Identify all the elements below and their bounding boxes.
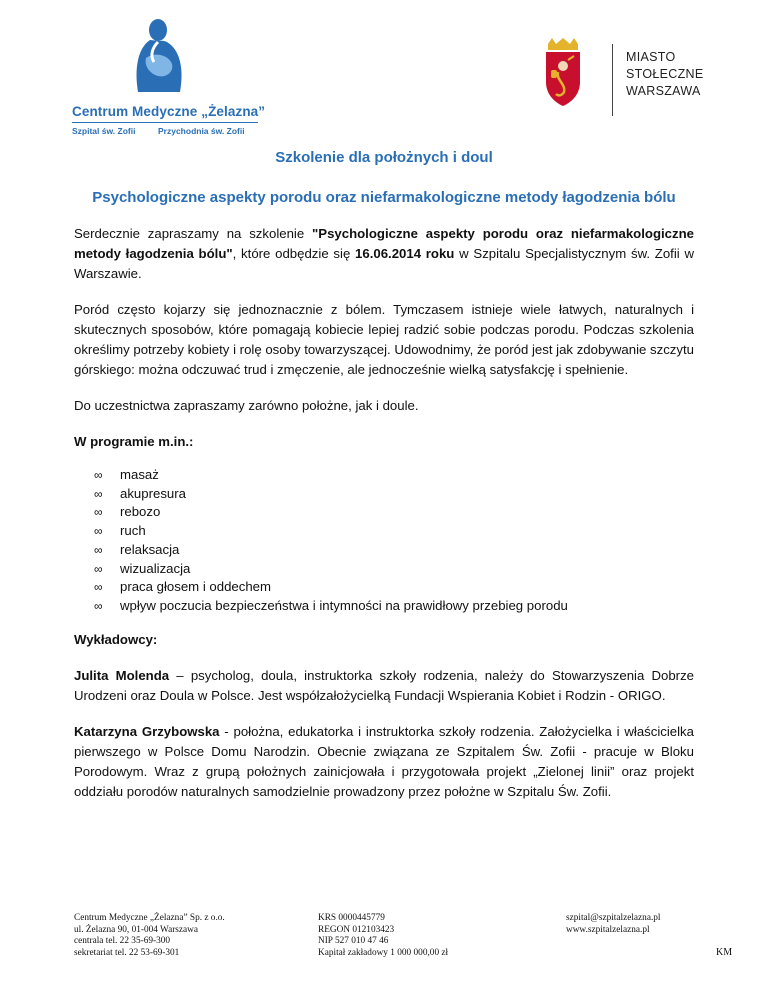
list-item	[94, 578, 694, 597]
logo-sub-clinic: Przychodnia św. Zofii	[158, 126, 245, 136]
lecturer-description: - położna, edukatorka i instruktorka szkoły rodzenia. Założycielka i właścicielka pierwszego w Polsce Domu Narodzin. Obecnie związana ze Szpitalem Św. Zofii - pracuje w Bloku Porodowym. Wraz z grupą położnych zainicjowała i przygotowała projekt „Zielonej linii” oraz projekt oddziału porodów naturalnych samodzielnie prowadzony przez położne w Szpitalu Św. Zofii.	[74, 723, 694, 799]
lecturer-name: Katarzyna Grzybowska	[74, 723, 220, 739]
lecturers-heading: Wykładowcy:	[74, 631, 158, 647]
description-paragraph: Poród często kojarzy się jednoznacznie z bólem. Tymczasem istnieje wiele łatwych, naturalnych i skutecznych sposobów, które pomagają kobiecie lepiej radzić sobie podczas porodu. Podczas szkolenia określimy potrzeby kobiety i rolę osoby towarzyszącej. Udowodnimy, że poród jest jak zdobywanie szczytu górskiego: można odczuwać trud i zmęczenie, ale jednocześnie wielką satysfakcję i spełnienie.	[74, 302, 694, 377]
footer-registration	[318, 913, 448, 959]
lecturer-name: Julita Molenda	[74, 667, 170, 683]
mother-child-logo-icon	[128, 18, 188, 96]
footer-line: NIP 527 010 47 46	[318, 936, 389, 946]
centrum-medyczne-logo	[70, 18, 266, 136]
training-title: "Psychologiczne aspekty porodu oraz niefarmakologiczne metody łagodzenia bólu"	[74, 226, 694, 261]
footer-line: centrala tel. 22 35-69-300	[74, 936, 171, 946]
logo-divider	[72, 122, 258, 123]
footer-company	[74, 913, 225, 959]
lecturer-bio	[74, 722, 694, 802]
lecturer-description: – psycholog, doula, instruktorka szkoły rodzenia, należy do Stowarzyszenia Dobrze Urodzeni oraz Doula w Polsce. Jest współzałożycielką Fundacji Wspierania Kobiet i Rodzin - ORIGO.	[74, 667, 695, 703]
list-item	[94, 466, 694, 485]
bullet-icon: ∞	[94, 468, 103, 482]
bullet-icon: ∞	[94, 598, 103, 613]
list-item-text: wpływ poczucia bezpieczeństwa i intymności na prawidłowy przebieg porodu	[120, 597, 568, 613]
list-item	[94, 560, 694, 579]
intro-paragraph	[74, 224, 694, 284]
footer-website: www.szpitalzelazna.pl	[566, 924, 650, 935]
intro-text-3: w Szpitalu Specjalistycznym św. Zofii w Warszawie.	[74, 246, 694, 281]
list-item	[94, 522, 694, 541]
list-item	[94, 503, 694, 522]
list-item-text: ruch	[120, 523, 146, 539]
list-item-text: akupresura	[120, 485, 186, 501]
list-item-text: relaksacja	[120, 541, 180, 557]
footer-line: REGON 012103423	[318, 924, 395, 935]
bullet-icon: ∞	[94, 542, 103, 557]
list-item-text: masaż	[120, 467, 159, 482]
footer-line: Kapitał zakładowy 1 000 000,00 zł	[318, 947, 449, 958]
list-item-text: wizualizacja	[120, 560, 191, 576]
footer-line: KRS 0000445779	[318, 913, 385, 923]
city-line-3: WARSZAWA	[626, 84, 701, 98]
footer-contact	[566, 913, 661, 936]
intro-text-2: , które odbędzie się	[232, 246, 356, 261]
bullet-icon: ∞	[94, 524, 103, 539]
footer-line: ul. Żelazna 90, 01-004 Warszawa	[74, 924, 199, 935]
city-name	[626, 49, 704, 100]
footer-line: sekretariat tel. 22 53-69-301	[74, 947, 180, 958]
city-line-2: STOŁECZNE	[626, 67, 704, 81]
logo-title: Centrum Medyczne „Żelazna”	[72, 104, 266, 119]
list-item-text: praca głosem i oddechem	[120, 579, 272, 595]
document-subtitle: Psychologiczne aspekty porodu oraz niefarmakologiczne metody łagodzenia bólu	[92, 189, 676, 206]
bullet-icon: ∞	[94, 486, 103, 501]
invitation-paragraph: Do uczestnictwa zapraszamy zarówno położne, jak i doule.	[74, 398, 419, 413]
document-body	[74, 148, 694, 802]
intro-text-1: Serdecznie zapraszamy na szkolenie	[74, 226, 313, 241]
program-heading: W programie m.in.:	[74, 434, 194, 449]
city-line-1: MIASTO	[626, 50, 676, 64]
document-title: Szkolenie dla położnych i doul	[275, 149, 493, 166]
author-initials: KM	[716, 947, 733, 958]
bullet-icon: ∞	[94, 561, 103, 576]
bullet-icon: ∞	[94, 505, 103, 520]
list-item	[94, 597, 694, 616]
logo-sub-hospital: Szpital św. Zofii	[72, 126, 136, 136]
list-item-text: rebozo	[120, 504, 161, 520]
logo-separator	[612, 44, 613, 116]
program-list	[94, 466, 694, 616]
warsaw-crest-icon	[542, 38, 584, 106]
list-item	[94, 541, 694, 560]
warszawa-logo	[542, 38, 712, 118]
training-date: 16.06.2014 roku	[355, 246, 455, 261]
list-item	[94, 485, 694, 504]
footer-line: Centrum Medyczne „Żelazna” Sp. z o.o.	[74, 913, 225, 923]
bullet-icon: ∞	[94, 580, 103, 595]
footer-email: szpital@szpitalzelazna.pl	[566, 913, 661, 923]
lecturer-bio	[74, 666, 694, 706]
